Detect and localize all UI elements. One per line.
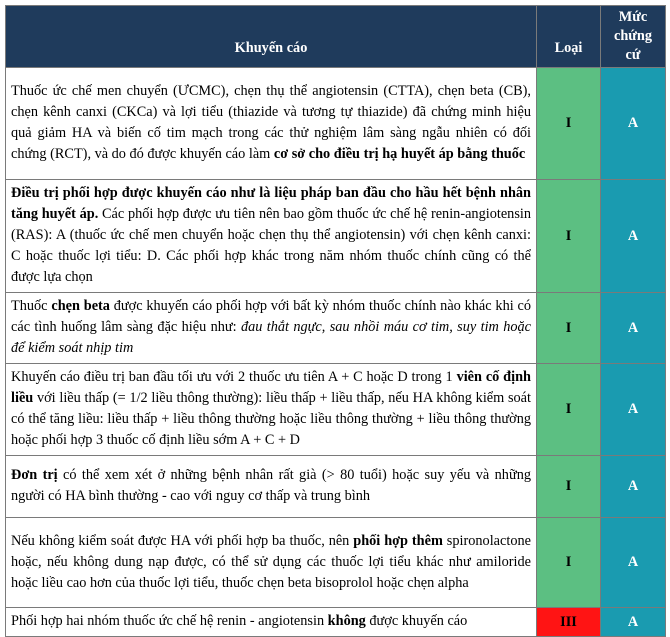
table-row: [6, 456, 666, 518]
evidence-cell: A: [601, 518, 666, 608]
recommendation-cell: Phối hợp hai nhóm thuốc ức chế hệ renin - angiotensin không được khuyến cáo: [6, 608, 537, 637]
header-evidence-line2: chứng cứ: [614, 28, 652, 63]
recommendation-cell: Nếu không kiểm soát được HA với phối hợp ba thuốc, nên phối hợp thêm spironolactone hoặc, nếu không dung nạp được, có thể sử dụng các thuốc lợi tiểu khác như amiloride hoặc liều cao hơn của thuốc lợi tiểu, thuốc chẹn beta bisoprolol hoặc chẹn alpha: [6, 518, 537, 608]
class-cell: III: [537, 608, 601, 637]
table-row: [6, 180, 666, 293]
evidence-cell: A: [601, 456, 666, 518]
table-row: [6, 68, 666, 180]
class-cell: I: [537, 293, 601, 364]
evidence-cell: A: [601, 608, 666, 637]
recommendation-cell: Thuốc chẹn beta được khuyến cáo phối hợp với bất kỳ nhóm thuốc chính nào khác khi có các tình huống lâm sàng đặc hiệu như: đau thắt ngực, sau nhồi máu cơ tim, suy tim hoặc để kiểm soát nhịp tim: [6, 293, 537, 364]
recommendation-cell: Điều trị phối hợp được khuyến cáo như là liệu pháp ban đầu cho hầu hết bệnh nhân tăng huyết áp. Các phối hợp được ưu tiên nên bao gồm thuốc ức chế hệ renin-angiotensin (RAS): A (thuốc ức chế men chuyển hoặc chẹn thụ thể angiotensin) với chẹn kênh canxi: C hoặc thuốc lợi tiểu: D. Các phối hợp khác trong năm nhóm thuốc chính cũng có thể được lựa chọn: [6, 180, 537, 293]
header-recommendation: Khuyến cáo: [6, 6, 537, 68]
evidence-cell: A: [601, 180, 666, 293]
class-cell: I: [537, 180, 601, 293]
recommendation-cell: Thuốc ức chế men chuyển (ƯCMC), chẹn thụ thể angiotensin (CTTA), chẹn beta (CB), chẹn kênh canxi (CKCa) và lợi tiểu (thiazide và tương tự thiazide) đã chứng minh hiệu quả giảm HA và biến cố tim mạch trong các thử nghiệm lâm sàng ngẫu nhiên có đối chứng (RCT), và do đó được khuyến cáo làm cơ sở cho điều trị hạ huyết áp bằng thuốc: [6, 68, 537, 180]
evidence-cell: A: [601, 68, 666, 180]
header-evidence-line1: Mức: [618, 9, 648, 25]
evidence-cell: A: [601, 293, 666, 364]
recommendation-cell: Đơn trị có thể xem xét ở những bệnh nhân rất già (> 80 tuổi) hoặc suy yếu và những người có HA bình thường - cao với nguy cơ thấp và trung bình: [6, 456, 537, 518]
table-row: [6, 518, 666, 608]
recommendation-table: [5, 5, 666, 637]
table-row: [6, 364, 666, 456]
header-row: [6, 6, 666, 68]
table-row: [6, 608, 666, 637]
header-evidence: [601, 6, 666, 68]
recommendation-cell: Khuyến cáo điều trị ban đầu tối ưu với 2 thuốc ưu tiên A + C hoặc D trong 1 viên cố định liều với liều thấp (= 1/2 liều thông thường): liều thấp + liều thấp, nếu HA không kiểm soát có thể tăng liều: liều thấp + liều thông thường hoặc liều thông thường + liều thông thường hoặc phối hợp 3 thuốc cố định liều sớm A + C + D: [6, 364, 537, 456]
table-row: [6, 293, 666, 364]
class-cell: I: [537, 364, 601, 456]
class-cell: I: [537, 518, 601, 608]
class-cell: I: [537, 456, 601, 518]
header-class: Loại: [537, 6, 601, 68]
class-cell: I: [537, 68, 601, 180]
evidence-cell: A: [601, 364, 666, 456]
